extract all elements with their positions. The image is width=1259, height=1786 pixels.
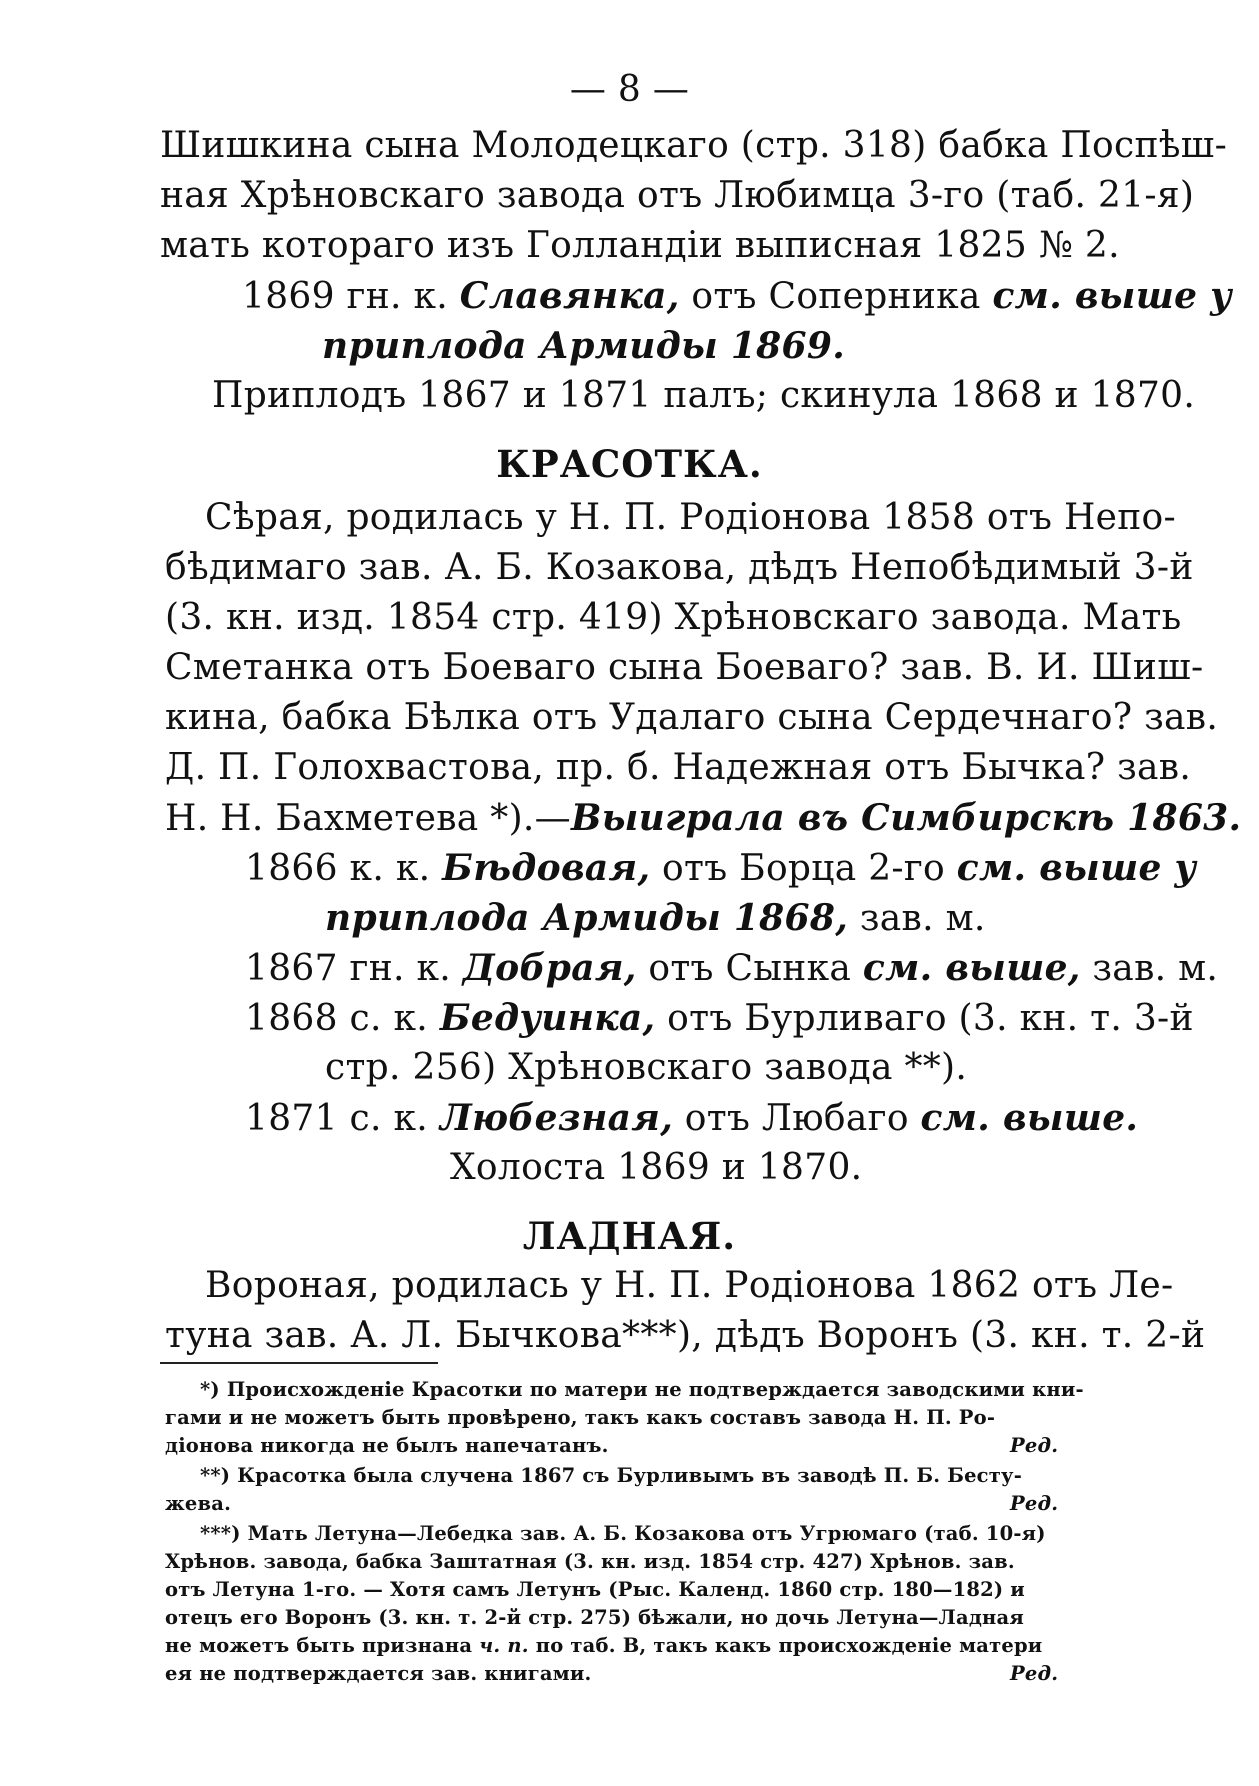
footnote-2-line: жева. (165, 1492, 232, 1515)
ladnaya-line-c: туна зав. А. Л. Бычкова***), дѣдъ Воронъ (3. кн. т. 2-й (165, 1315, 1206, 1356)
footnote-3-line: отъ Летуна 1-го. — Хотя самъ Летунъ (Рыс. Календ. 1860 стр. 180—182) и (165, 1578, 1025, 1601)
footnote-3-line: ея не подтверждается зав. книгами. (165, 1662, 592, 1685)
section-heading-ladnaya: ЛАДНАЯ. (522, 1214, 737, 1258)
foal-name: Бѣдовая, (442, 847, 651, 889)
footnote-3-line: отецъ его Воронъ (3. кн. т. 2-й стр. 275) бѣжали, но дочь Летуна—Ладная (165, 1606, 1024, 1629)
foal-name: Бедуинка, (439, 997, 656, 1039)
foal-entry-1868: 1868 с. к. Бедуинка, отъ Бурливаго (3. кн. т. 3-й (245, 997, 1194, 1039)
footnote-1-line: *) Происхожденіе Красотки по матери не подтверждается заводскими кни- (200, 1378, 1084, 1401)
footnote-1-sign: Ред. (1010, 1434, 1059, 1457)
foal-entry-1871: 1871 с. к. Любезная, отъ Любаго см. выше. (245, 1097, 1139, 1139)
footnote-rule (160, 1362, 438, 1364)
text-line: Сметанка отъ Боеваго сына Боеваго? зав. В. И. Шиш- (165, 647, 1204, 688)
barren-years: Холоста 1869 и 1870. (450, 1147, 863, 1188)
foal-entry-1867: 1867 гн. к. Добрая, отъ Сынка см. выше, зав. м. (245, 947, 1219, 989)
text-line: бѣдимаго зав. А. Б. Козакова, дѣдъ Непобѣдимый 3-й (165, 547, 1194, 588)
foal-entry-1866: 1866 к. к. Бѣдовая, отъ Борца 2-го см. выше у (245, 847, 1197, 889)
section-heading-krasotka: КРАСОТКА. (496, 442, 763, 486)
footnote-3-line: Хрѣнов. завода, бабка Заштатная (3. кн. изд. 1854 стр. 427) Хрѣнов. зав. (165, 1550, 1015, 1573)
text-line: Д. П. Голохвастова, пр. б. Надежная отъ Бычка? зав. (165, 747, 1192, 788)
footnote-1-line: гами и не можетъ быть провѣрено, такъ какъ составъ завода Н. П. Ро- (165, 1406, 996, 1429)
footnote-1-line: діонова никогда не былъ напечатанъ. (165, 1434, 609, 1457)
ladnaya-line-a: Вороная, родилась у Н. П. Родіонова 1862 отъ Ле- (205, 1265, 1174, 1306)
footnote-3-line: не можетъ быть признана ч. п. по таб. В, такъ какъ происхожденіе матери (165, 1634, 1043, 1657)
foal-entry-1869: 1869 гн. к. Славянка, отъ Соперника см. выше у (242, 275, 1233, 317)
footnote-3-sign: Ред. (1010, 1662, 1059, 1685)
footnote-3-line: ***) Мать Летуна—Лебедка зав. А. Б. Козакова отъ Угрюмаго (таб. 10-я) (200, 1522, 1046, 1545)
foal-entry-1866-ref: приплода Армиды 1868, зав. м. (325, 897, 986, 939)
text-line: ная Хрѣновскаго завода отъ Любимца 3-го (таб. 21-я) (160, 175, 1195, 216)
footnote-2-sign: Ред. (1010, 1492, 1059, 1515)
offspring-note: Приплодъ 1867 и 1871 палъ; скинула 1868 и 1870. (212, 375, 1196, 416)
text-line: Сѣрая, родилась у Н. П. Родіонова 1858 отъ Непо- (205, 497, 1176, 538)
text-line: мать котораго изъ Голландіи выписная 1825 № 2. (160, 225, 1120, 266)
text-line: кина, бабка Бѣлка отъ Удалаго сына Сердечнаго? зав. (165, 697, 1219, 738)
text-line: Н. Н. Бахметева *).—Выиграла въ Симбирскѣ 1863. (165, 797, 1242, 839)
foal-name: Любезная, (439, 1097, 674, 1139)
foal-name: Славянка, (459, 275, 680, 317)
page-number: — 8 — (569, 69, 690, 110)
text-line: Шишкина сына Молодецкаго (стр. 318) бабка Поспѣш- (160, 125, 1228, 166)
foal-name: Добрая, (462, 947, 637, 989)
foal-entry-1868-cont: стр. 256) Хрѣновскаго завода **). (325, 1047, 968, 1088)
foal-entry-1869-ref: приплода Армиды 1869. (322, 325, 846, 367)
text-line: (3. кн. изд. 1854 стр. 419) Хрѣновскаго завода. Мать (165, 597, 1182, 638)
footnote-2-line: **) Красотка была случена 1867 съ Бурливымъ въ заводѣ П. Б. Бесту- (200, 1464, 1023, 1487)
